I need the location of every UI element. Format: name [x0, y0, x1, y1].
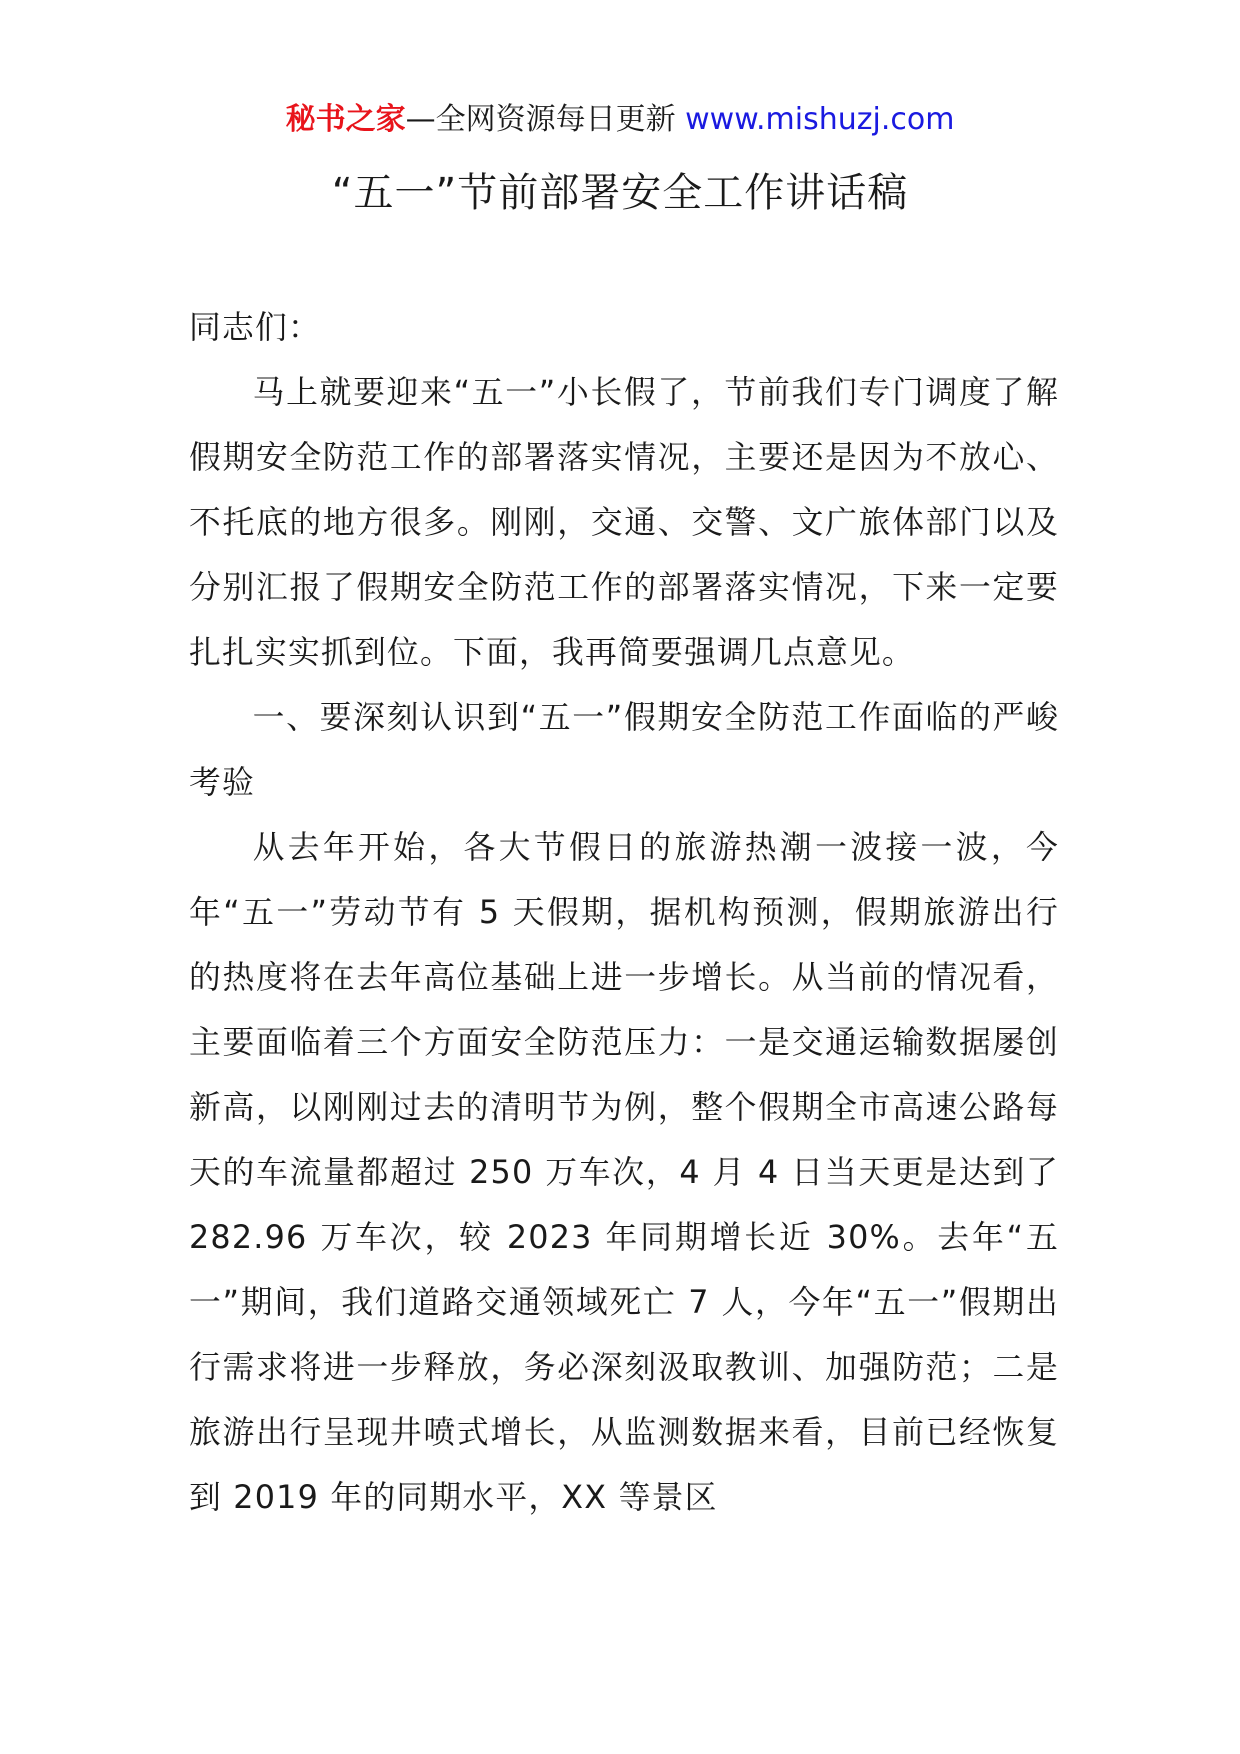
paragraph-section-1: 从去年开始，各大节假日的旅游热潮一波接一波，今年“五一”劳动节有 5 天假期，据机构预测，假期旅游出行的热度将在去年高位基础上进一步增长。从当前的情况看，主要面临着三个方面安全防范压力：一是交通运输数据屡创新高，以刚刚过去的清明节为例，整个假期全市高速公路每天的车流量都超过 250 万车次，4 月 4 日当天更是达到了 282.96 万车次，较 2023 年同期增长近 30%。去年“五一”期间，我们道路交通领域死亡 7 人，今年“五一”假期出行需求将进一步释放，务必深刻汲取教训、加强防范；二是旅游出行呈现井喷式增长，从监测数据来看，目前已经恢复到 2019 年的同期水平，XX 等景区: [189, 829, 1059, 1516]
paragraph-intro: 马上就要迎来“五一”小长假了，节前我们专门调度了解假期安全防范工作的部署落实情况，主要还是因为不放心、不托底的地方很多。刚刚，交通、交警、文广旅体部门以及分别汇报了假期安全防范工作的部署落实情况，下来一定要扎扎实实抓到位。下面，我再简要强调几点意见。: [189, 374, 1059, 671]
document-title: “五一”节前部署安全工作讲话稿: [331, 170, 909, 216]
document-body: [189, 295, 1059, 1530]
site-tagline: —全网资源每日更新: [405, 102, 686, 137]
site-url-link[interactable]: www.mishuzj.com: [685, 102, 955, 137]
site-name: 秘书之家: [285, 102, 406, 137]
site-header: [0, 100, 1240, 140]
section-heading-1: 一、要深刻认识到“五一”假期安全防范工作面临的严峻考验: [189, 699, 1059, 801]
salutation: 同志们：: [189, 309, 321, 346]
